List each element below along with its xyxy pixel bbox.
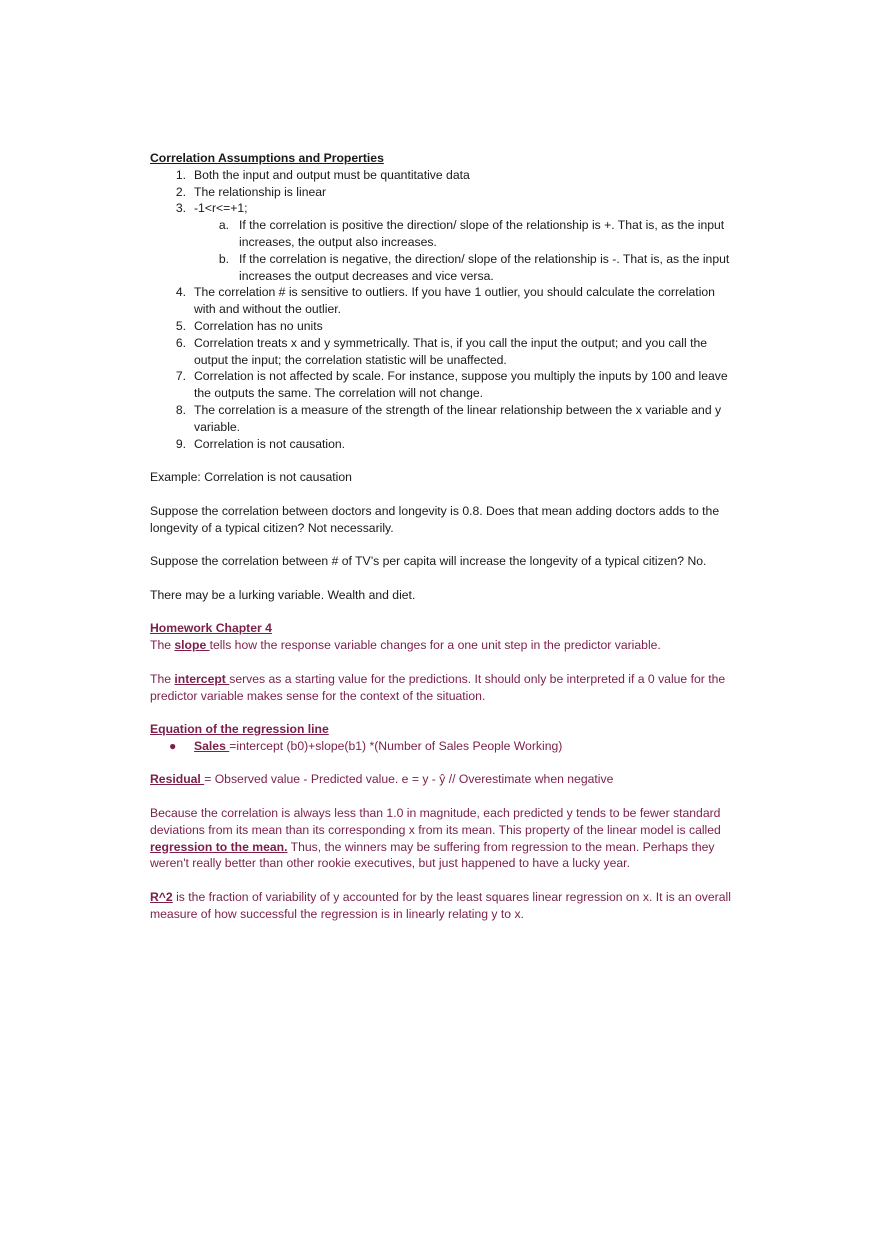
homework-section [150, 620, 740, 922]
properties-list [150, 167, 740, 453]
r2-paragraph: R^2 is the fraction of variability of y accounted for by the least squares linear regression on x. It is an overall measure of how successful the regression is in linearly relating y to x. [150, 890, 731, 921]
list-item: 2. The relationship is linear [175, 184, 327, 199]
residual-term: Residual [150, 772, 205, 787]
list-item: 9. Correlation is not causation. [175, 436, 346, 451]
regression-paragraph: Because the correlation is always less than 1.0 in magnitude, each predicted y tends to be fewer standard deviations from its mean than its corresponding x from its mean. This property of the linear model is called regression to the mean. Thus, the winners may be suffering from regression to the mean. Perhaps they weren't really better than other rookie executives, but just happened to have a lucky year. [150, 806, 721, 871]
section-title: Correlation Assumptions and Properties [150, 151, 384, 165]
list-item: 5. Correlation has no units [175, 318, 323, 333]
example-heading: Example: Correlation is not causation [150, 470, 352, 485]
sub-list-item: b. If the correlation is negative, the direction/ slope of the relationship is -. That is, as the input increases the output decreases and vice versa. [218, 251, 730, 283]
paragraph: Suppose the correlation between doctors and longevity is 0.8. Does that mean adding doctors adds to the longevity of a typical citizen? Not necessarily. [150, 503, 720, 535]
document-body [150, 150, 740, 923]
intercept-term: intercept [174, 671, 230, 686]
regression-term: regression to the mean. [150, 839, 288, 854]
list-item: 6. Correlation treats x and y symmetrically. That is, if you call the input the output; and you call the output the input; the correlation statistic will be unaffected. [175, 335, 708, 367]
paragraph: There may be a lurking variable. Wealth and diet. [150, 587, 416, 602]
slope-term: slope [174, 638, 210, 653]
bullet-icon: ● [169, 738, 177, 753]
equation-list [150, 738, 740, 755]
list-item: ● Sales =intercept (b0)+slope(b1) *(Number of Sales People Working) [169, 738, 563, 753]
sales-term: Sales [194, 738, 230, 753]
paragraph: Suppose the correlation between # of TV’s per capita will increase the longevity of a typical citizen? No. [150, 554, 707, 569]
sub-list [194, 217, 740, 284]
list-item: 3. -1<r<=+1; a. If the correlation is positive the direction/ slope of the relationship is +. That is, as the input increases, the output also increases. b. If the correlation is negative, the direction/ slope of the relationship is -. That is, as the input increases the output decreases and vice versa. [150, 200, 740, 284]
equation-title: Equation of the regression line [150, 722, 329, 737]
list-item: 4. The correlation # is sensitive to outliers. If you have 1 outlier, you should calculate the correlation with and without the outlier. [175, 285, 715, 317]
list-item: 7. Correlation is not affected by scale. For instance, suppose you multiply the inputs by 100 and leave the outputs the same. The correlation will not change. [175, 369, 728, 401]
residual-paragraph: Residual = Observed value - Predicted value. e = y - ŷ // Overestimate when negative [150, 772, 614, 787]
intercept-paragraph: The intercept serves as a starting value for the predictions. It should only be interpreted if a 0 value for the predictor variable makes sense for the context of the situation. [150, 671, 726, 703]
sub-list-item: a. If the correlation is positive the direction/ slope of the relationship is +. That is, as the input increases, the output also increases. [218, 218, 725, 249]
list-item: 1. Both the input and output must be quantitative data [175, 167, 470, 182]
slope-paragraph: The slope tells how the response variable changes for a one unit step in the predictor variable. [150, 638, 661, 653]
homework-title: Homework Chapter 4 [150, 621, 272, 636]
r2-term: R^2 [150, 890, 173, 905]
list-item: 8. The correlation is a measure of the strength of the linear relationship between the x variable and y variable. [175, 402, 722, 434]
